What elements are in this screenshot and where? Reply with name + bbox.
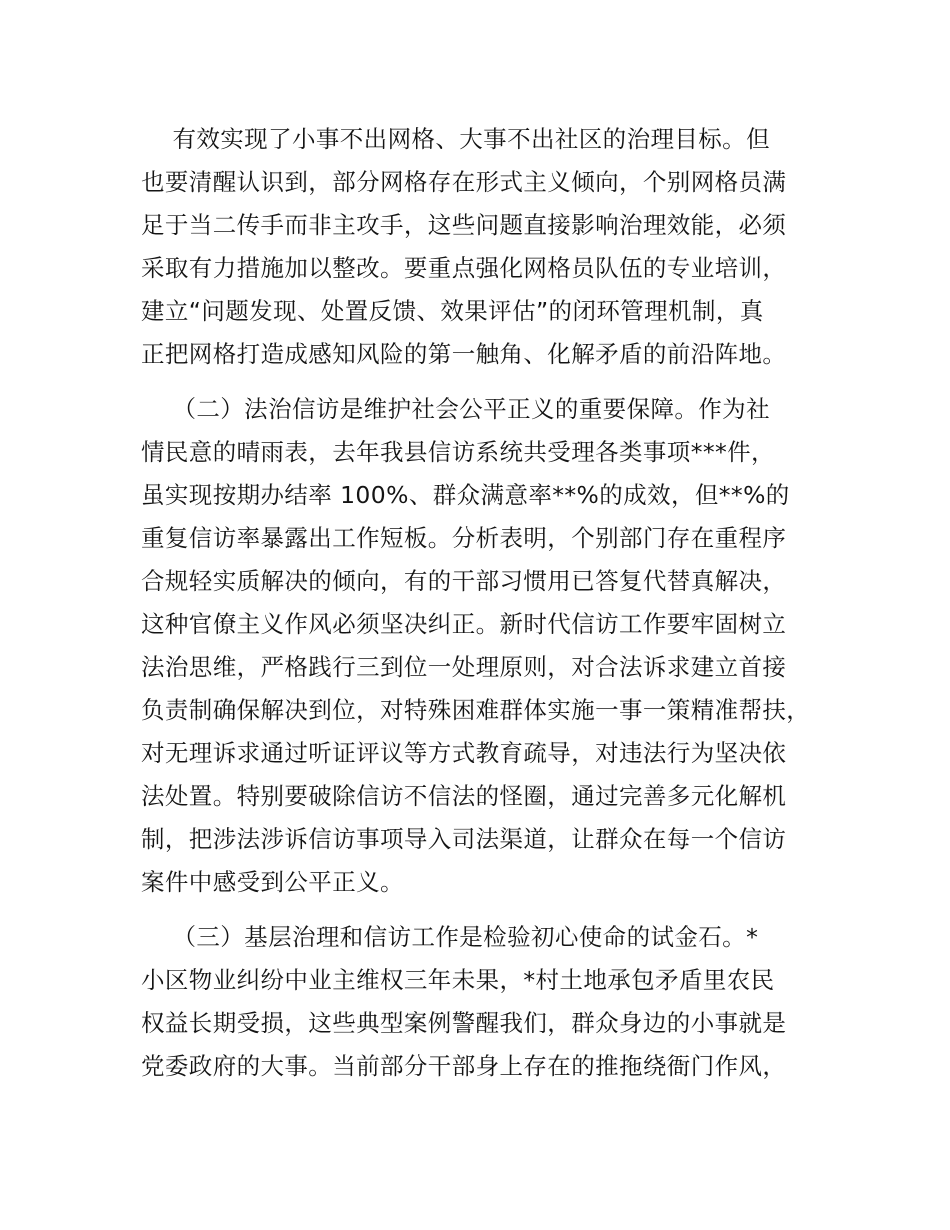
text-line: 情民意的晴雨表，去年我县信访系统共受理各类事项***件， <box>141 438 775 466</box>
text-line: （二）法治信访是维护社会公平正义的重要保障。作为社 <box>141 395 770 423</box>
text-line: 党委政府的大事。当前部分干部身上存在的推拖绕衙门作风， <box>141 1052 787 1080</box>
text-line: 有效实现了小事不出网格、大事不出社区的治理目标。但 <box>141 125 770 153</box>
text-line: 负责制确保解决到位，对特殊困难群体实施一事一策精准帮扶， <box>141 696 811 724</box>
text-line: 虽实现按期办结率 100%、群众满意率**%的成效，但**%的 <box>141 481 790 509</box>
text-line: 权益长期受损，这些典型案例警醒我们，群众身边的小事就是 <box>141 1009 787 1037</box>
text-line: 采取有力措施加以整改。要重点强化网格员队伍的专业培训， <box>141 254 787 282</box>
text-line: 重复信访率暴露出工作短板。分析表明，个别部门存在重程序 <box>141 524 787 552</box>
text-line: 建立“问题发现、处置反馈、效果评估”的闭环管理机制，真 <box>141 297 764 325</box>
text-line: 也要清醒认识到，部分网格存在形式主义倾向，个别网格员满 <box>141 168 787 196</box>
text-line: 足于当二传手而非主攻手，这些问题直接影响治理效能，必须 <box>141 211 787 239</box>
text-line: 法治思维，严格践行三到位一处理原则，对合法诉求建立首接 <box>141 653 787 681</box>
text-line: 法处置。特别要破除信访不信法的怪圈，通过完善多元化解机 <box>141 782 787 810</box>
text-line: 对无理诉求通过听证评议等方式教育疏导，对违法行为坚决依 <box>141 739 787 767</box>
text-line: 正把网格打造成感知风险的第一触角、化解矛盾的前沿阵地。 <box>141 340 787 368</box>
text-line: 这种官僚主义作风必须坚决纠正。新时代信访工作要牢固树立 <box>141 610 787 638</box>
text-line: 案件中感受到公平正义。 <box>141 868 404 896</box>
text-line: 制，把涉法涉诉信访事项导入司法渠道，让群众在每一个信访 <box>141 825 787 853</box>
text-line: （三）基层治理和信访工作是检验初心使命的试金石。* <box>141 923 759 951</box>
text-line: 合规轻实质解决的倾向，有的干部习惯用已答复代替真解决， <box>141 567 787 595</box>
text-line: 小区物业纠纷中业主维权三年未果，*村土地承包矛盾里农民 <box>141 966 775 994</box>
